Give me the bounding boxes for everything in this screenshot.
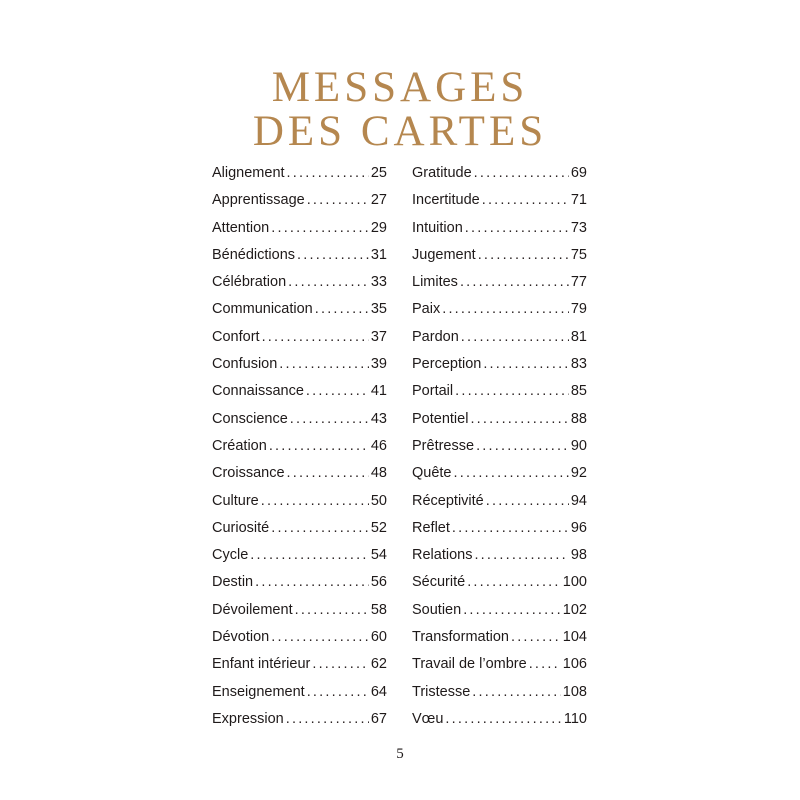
toc-dot-leader [315, 296, 369, 323]
toc-entry-label: Attention [212, 219, 270, 236]
toc-entry-label: Travail de l’ombre [412, 656, 527, 673]
toc-entry-page: 75 [570, 246, 587, 263]
toc-entry-label: Création [212, 437, 267, 454]
toc-entry-label: Alignement [212, 165, 285, 181]
toc-entry-label: Cycle [212, 547, 249, 564]
page-title-line-1: MESSAGES [271, 64, 529, 111]
toc-entry-page: 50 [370, 492, 387, 509]
toc-dot-leader [271, 215, 369, 242]
toc-entry-label: Connaissance [212, 383, 304, 400]
toc-entry-label: Sécurité [412, 574, 466, 591]
page-title [0, 66, 800, 154]
toc-entry-label: Portail [412, 383, 454, 400]
toc-dot-leader [529, 651, 561, 678]
toc-entry-label: Limites [412, 274, 458, 291]
toc-entry-page: 33 [370, 274, 387, 291]
toc-entry-page: 92 [570, 465, 587, 482]
toc-entry-label: Tristesse [412, 683, 471, 700]
toc-dot-leader [287, 160, 369, 187]
toc-dot-leader [478, 242, 569, 269]
toc-entry-label: Culture [212, 492, 259, 509]
toc-dot-leader [286, 706, 369, 733]
toc-entry-label: Apprentissage [212, 192, 305, 209]
toc-entry-label: Potentiel [412, 410, 469, 427]
toc-entry [212, 679, 387, 706]
toc-entry [212, 406, 387, 433]
toc-entry [212, 215, 387, 242]
toc-entry-page: 29 [370, 219, 387, 236]
toc-dot-leader [461, 324, 569, 351]
toc-entry-label: Curiosité [212, 519, 270, 536]
toc-entry [212, 569, 387, 596]
toc-dot-leader [465, 215, 569, 242]
toc-entry-page: 64 [370, 683, 387, 700]
toc-entry-label: Gratitude [412, 165, 472, 181]
toc-entry [212, 542, 387, 569]
toc-entry-label: Perception [412, 356, 482, 373]
toc-entry-page: 62 [370, 656, 387, 673]
toc-dot-leader [279, 351, 369, 378]
toc-dot-leader [250, 542, 369, 569]
toc-dot-leader [452, 515, 569, 542]
toc-entry [412, 378, 587, 405]
toc-dot-leader [470, 406, 568, 433]
toc-entry-page: 35 [370, 301, 387, 318]
toc-entry [412, 269, 587, 296]
toc-entry-page: 94 [570, 492, 587, 509]
toc-dot-leader [287, 460, 369, 487]
toc-entry [412, 679, 587, 706]
toc-entry [412, 433, 587, 460]
toc-entry-page: 48 [370, 465, 387, 482]
toc-entry-label: Jugement [412, 246, 476, 263]
toc-entry [212, 187, 387, 214]
toc-entry [412, 296, 587, 323]
toc-entry-page: 52 [370, 519, 387, 536]
toc-dot-leader [290, 406, 369, 433]
toc-entry-label: Pardon [412, 328, 459, 345]
toc-entry-page: 104 [562, 629, 587, 646]
toc-entry-page: 83 [570, 356, 587, 373]
toc-entry [412, 187, 587, 214]
toc-dot-leader [271, 515, 369, 542]
toc-entry-page: 67 [370, 710, 387, 727]
toc-dot-leader [255, 569, 369, 596]
toc-entry [412, 488, 587, 515]
toc-entry [412, 160, 587, 187]
toc-entry-page: 100 [562, 574, 587, 591]
toc-entry-page: 39 [370, 356, 387, 373]
toc-dot-leader [271, 624, 369, 651]
toc-entry-page: 60 [370, 629, 387, 646]
toc-column-left [212, 160, 387, 733]
toc-entry-page: 98 [570, 547, 587, 564]
toc-entry-label: Intuition [412, 219, 463, 236]
toc-dot-leader [445, 706, 561, 733]
page-number: 5 [396, 746, 404, 762]
toc-entry-page: 77 [570, 274, 587, 291]
toc-dot-leader [307, 187, 369, 214]
toc-entry-page: 37 [370, 328, 387, 345]
toc-entry [212, 351, 387, 378]
toc-entry-label: Paix [412, 301, 441, 318]
toc-entry [412, 706, 587, 733]
toc-entry [212, 488, 387, 515]
toc-entry-page: 73 [570, 219, 587, 236]
toc-entry-label: Soutien [412, 601, 462, 618]
toc-entry [412, 542, 587, 569]
toc-entry-label: Dévoilement [212, 601, 293, 618]
toc-dot-leader [261, 488, 369, 515]
toc-entry [212, 515, 387, 542]
toc-dot-leader [295, 597, 369, 624]
toc-entry-page: 106 [562, 656, 587, 673]
toc-entry-page: 43 [370, 410, 387, 427]
toc-dot-leader [312, 651, 369, 678]
toc-entry-label: Dévotion [212, 629, 270, 646]
toc-entry [212, 433, 387, 460]
toc-entry-page: 69 [570, 165, 587, 181]
toc-entry-label: Communication [212, 301, 313, 318]
toc-entry [212, 160, 387, 187]
toc-entry-label: Confusion [212, 356, 278, 373]
toc-dot-leader [511, 624, 561, 651]
toc-entry [412, 569, 587, 596]
toc-entry-page: 41 [370, 383, 387, 400]
toc-entry-page: 31 [370, 246, 387, 263]
toc-dot-leader [306, 378, 369, 405]
toc-entry-label: Incertitude [412, 192, 480, 209]
toc-dot-leader [472, 679, 561, 706]
toc-entry-page: 79 [570, 301, 587, 318]
toc-dot-leader [269, 433, 369, 460]
toc-entry-label: Transformation [412, 629, 509, 646]
toc-dot-leader [460, 269, 569, 296]
toc-entry-label: Prêtresse [412, 437, 475, 454]
toc-dot-leader [454, 460, 569, 487]
toc-entry-page: 108 [562, 683, 587, 700]
toc-entry-page: 46 [370, 437, 387, 454]
toc-dot-leader [455, 378, 569, 405]
toc-dot-leader [474, 542, 568, 569]
toc-entry [412, 351, 587, 378]
toc-entry-page: 25 [370, 165, 387, 181]
toc-dot-leader [297, 242, 369, 269]
toc-entry [412, 406, 587, 433]
toc-entry [212, 597, 387, 624]
toc-entry-label: Enseignement [212, 683, 305, 700]
toc-dot-leader [463, 597, 561, 624]
toc-entry [212, 460, 387, 487]
toc-entry-label: Expression [212, 710, 284, 727]
toc-dot-leader [442, 296, 569, 323]
toc-entry [412, 651, 587, 678]
toc-dot-leader [483, 351, 569, 378]
toc-entry-page: 96 [570, 519, 587, 536]
toc-entry-page: 56 [370, 574, 387, 591]
toc-entry-label: Réceptivité [412, 492, 484, 509]
toc-entry-page: 27 [370, 192, 387, 209]
toc-entry-label: Confort [212, 328, 260, 345]
toc-entry-page: 81 [570, 328, 587, 345]
toc-entry-label: Relations [412, 547, 473, 564]
toc-dot-leader [474, 160, 569, 187]
toc-entry-page: 102 [562, 601, 587, 618]
toc-entry [212, 378, 387, 405]
toc-entry-label: Vœu [412, 710, 444, 727]
toc-entry [212, 624, 387, 651]
toc-entry [212, 242, 387, 269]
toc-entry [412, 624, 587, 651]
toc-entry-label: Quête [412, 465, 452, 482]
toc-entry [412, 460, 587, 487]
toc-entry [212, 296, 387, 323]
toc-dot-leader [288, 269, 369, 296]
toc-entry-page: 58 [370, 601, 387, 618]
toc-dot-leader [262, 324, 369, 351]
toc-entry [412, 324, 587, 351]
toc-entry [412, 515, 587, 542]
toc-dot-leader [307, 679, 369, 706]
toc-entry [212, 269, 387, 296]
toc-column-right [412, 160, 587, 733]
toc-entry-page: 85 [570, 383, 587, 400]
toc-dot-leader [476, 433, 569, 460]
toc-entry-page: 71 [570, 192, 587, 209]
toc-entry-label: Enfant intérieur [212, 656, 311, 673]
toc-dot-leader [482, 187, 569, 214]
toc-entry-page: 90 [570, 437, 587, 454]
toc-entry-page: 110 [563, 710, 587, 727]
toc-dot-leader [486, 488, 569, 515]
page-title-line-2: DES CARTES [252, 108, 548, 155]
toc-entry-page: 88 [570, 410, 587, 427]
toc-entry-label: Croissance [212, 465, 285, 482]
toc-entry-label: Reflet [412, 519, 450, 536]
toc-entry-label: Conscience [212, 410, 288, 427]
toc-entry-label: Bénédictions [212, 246, 296, 263]
toc-entry-label: Destin [212, 574, 254, 591]
toc-entry-page: 54 [370, 547, 387, 564]
toc-entry [212, 324, 387, 351]
toc-entry-label: Célébration [212, 274, 287, 291]
toc-dot-leader [467, 569, 561, 596]
toc-entry [412, 242, 587, 269]
toc-entry [412, 215, 587, 242]
toc-entry [412, 597, 587, 624]
toc-entry [212, 651, 387, 678]
toc-entry [212, 706, 387, 733]
